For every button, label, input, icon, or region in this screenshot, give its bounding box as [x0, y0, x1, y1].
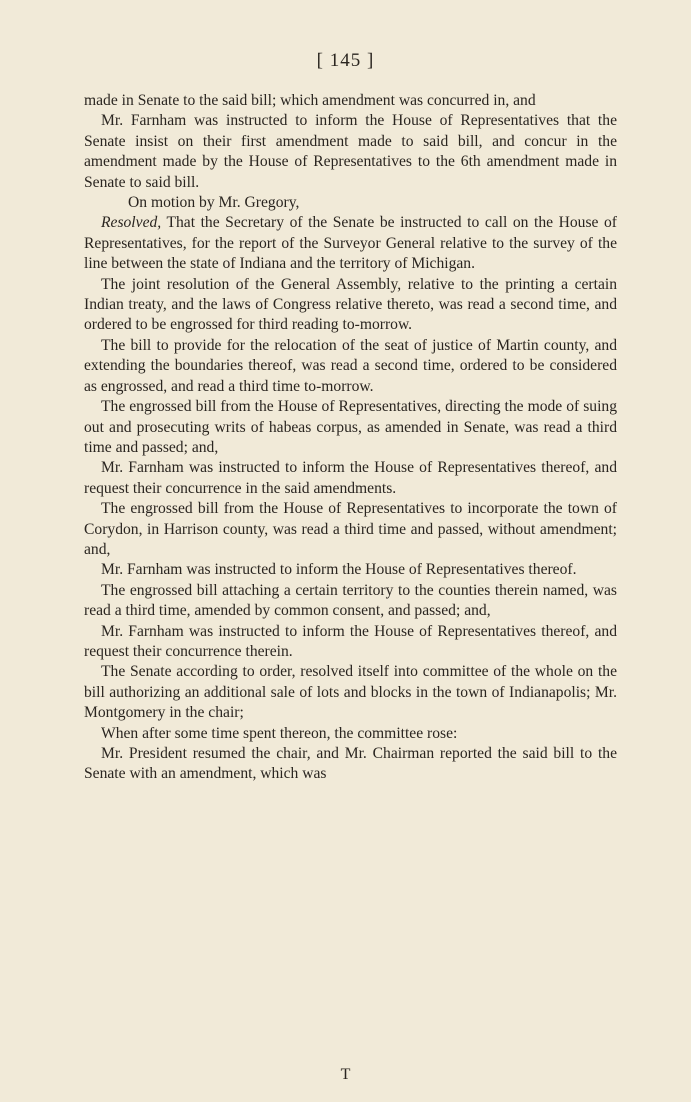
- paragraph: The engrossed bill from the House of Representatives, directing the mode of suing out and prosecuting writs of habeas corpus, as amended in Senate, was read a third time and passed; and,: [84, 398, 617, 456]
- paragraph: When after some time spent thereon, the committee rose:: [101, 724, 458, 742]
- paragraph: Resolved, That the Secretary of the Senate be instructed to call on the House of Representatives, for the report of the Surveyor General relative to the survey of the line between the state of Indiana and the territory of Michigan.: [84, 214, 617, 273]
- paragraph: Mr. Farnham was instructed to inform the House of Representatives thereof, and request their concurrence therein.: [84, 622, 617, 660]
- paragraph: On motion by Mr. Gregory,: [128, 194, 300, 212]
- paragraph: The engrossed bill from the House of Representatives to incorporate the town of Corydon, in Harrison county, was read a third time and passed, without amendment; and,: [84, 500, 617, 558]
- paragraph: The bill to provide for the relocation of the seat of justice of Martin county, and extending the boundaries thereof, was read a second time, ordered to be considered as engrossed, and read a third time to-morrow.: [84, 336, 617, 395]
- page-number: [ 145 ]: [316, 50, 375, 71]
- paragraph: The joint resolution of the General Assembly, relative to the printing a certain Indian treaty, and the laws of Congress relative thereto, was read a second time, and ordered to be engrossed for third reading to-morrow.: [84, 275, 617, 334]
- paragraph: Mr. President resumed the chair, and Mr. Chairman reported the said bill to the Senate with an amendment, which was: [84, 745, 617, 783]
- paragraph: Mr. Farnham was instructed to inform the House of Representatives that the Senate insist on their first amendment made to said bill, and concur in the amendment made by the House of Representatives to the 6th amendment made in Senate to said bill.: [84, 112, 617, 191]
- resolved-lead: Resolved,: [101, 214, 162, 232]
- signature-mark: T: [340, 1066, 351, 1083]
- paragraph: made in Senate to the said bill; which amendment was concurred in, and: [84, 92, 536, 109]
- paragraph: Mr. Farnham was instructed to inform the House of Representatives thereof, and request their concurrence in the said amendments.: [84, 459, 617, 497]
- paragraph: The Senate according to order, resolved itself into committee of the whole on the bill authorizing an additional sale of lots and blocks in the town of Indianapolis; Mr. Montgomery in the chair;: [84, 663, 617, 722]
- body-text: [84, 91, 617, 785]
- paragraph: The engrossed bill attaching a certain territory to the counties therein named, was read a third time, amended by common consent, and passed; and,: [84, 581, 617, 620]
- paragraph: Mr. Farnham was instructed to inform the House of Representatives thereof.: [101, 561, 577, 579]
